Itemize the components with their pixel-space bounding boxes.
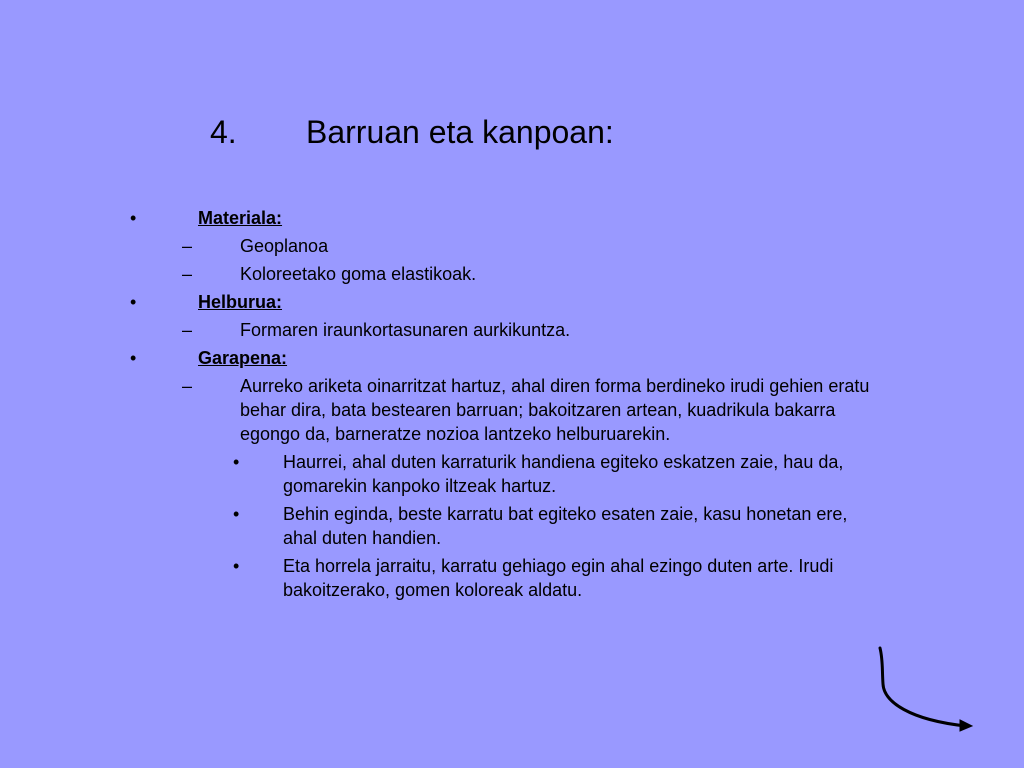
sub-list-item xyxy=(0,450,1024,498)
bullet-marker: • xyxy=(130,292,137,312)
list-item xyxy=(0,374,1024,446)
list-item-text: Aurreko ariketa oinarritzat hartuz, ahal diren forma berdineko irudi gehien eratu behar dira, bata bestearen barruan; bakoitzaren artean, kuadrikula bakarra egongo da, barneratze nozioa lantzeko helburuarekin. xyxy=(240,376,870,444)
sub-list-item-text: Haurrei, ahal duten karraturik handiena egiteko eskatzen zaie, hau da, gomarekin kanpoko iltzeak hartuz. xyxy=(283,452,844,496)
section-heading: Helburua: xyxy=(198,292,283,312)
list-item xyxy=(0,318,1024,342)
dash-marker: – xyxy=(182,376,193,396)
slide-number: 4. xyxy=(210,114,237,150)
sub-list-item xyxy=(0,502,1024,550)
bullet-marker: • xyxy=(130,348,137,368)
sub-list-item-text: Eta horrela jarraitu, karratu gehiago egin ahal ezingo duten arte. Irudi bakoitzerako, gomen koloreak aldatu. xyxy=(283,556,834,600)
dash-marker: – xyxy=(182,320,193,340)
section-garapena xyxy=(0,346,1024,370)
hand-drawn-arrow-icon[interactable] xyxy=(870,640,980,740)
list-item-text: Geoplanoa xyxy=(240,236,329,256)
list-item-text: Formaren iraunkortasunaren aurkikuntza. xyxy=(240,320,571,340)
slide-title-text: Barruan eta kanpoan: xyxy=(306,114,614,150)
bullet-marker: • xyxy=(233,556,240,576)
slide-content xyxy=(0,202,1024,602)
section-heading: Materiala: xyxy=(198,208,283,228)
dash-marker: – xyxy=(182,264,193,284)
section-helburua xyxy=(0,290,1024,314)
sub-list-item-text: Behin eginda, beste karratu bat egiteko esaten zaie, kasu honetan ere, ahal duten handien. xyxy=(283,504,848,548)
section-heading: Garapena: xyxy=(198,348,288,368)
bullet-marker: • xyxy=(233,504,240,524)
dash-marker: – xyxy=(182,236,193,256)
slide-title xyxy=(210,112,614,152)
list-item-text: Koloreetako goma elastikoak. xyxy=(240,264,477,284)
bullet-marker: • xyxy=(130,208,137,228)
list-item xyxy=(0,234,1024,258)
bullet-marker: • xyxy=(233,452,240,472)
section-materiala xyxy=(0,206,1024,230)
sub-list-item xyxy=(0,554,1024,602)
list-item xyxy=(0,262,1024,286)
